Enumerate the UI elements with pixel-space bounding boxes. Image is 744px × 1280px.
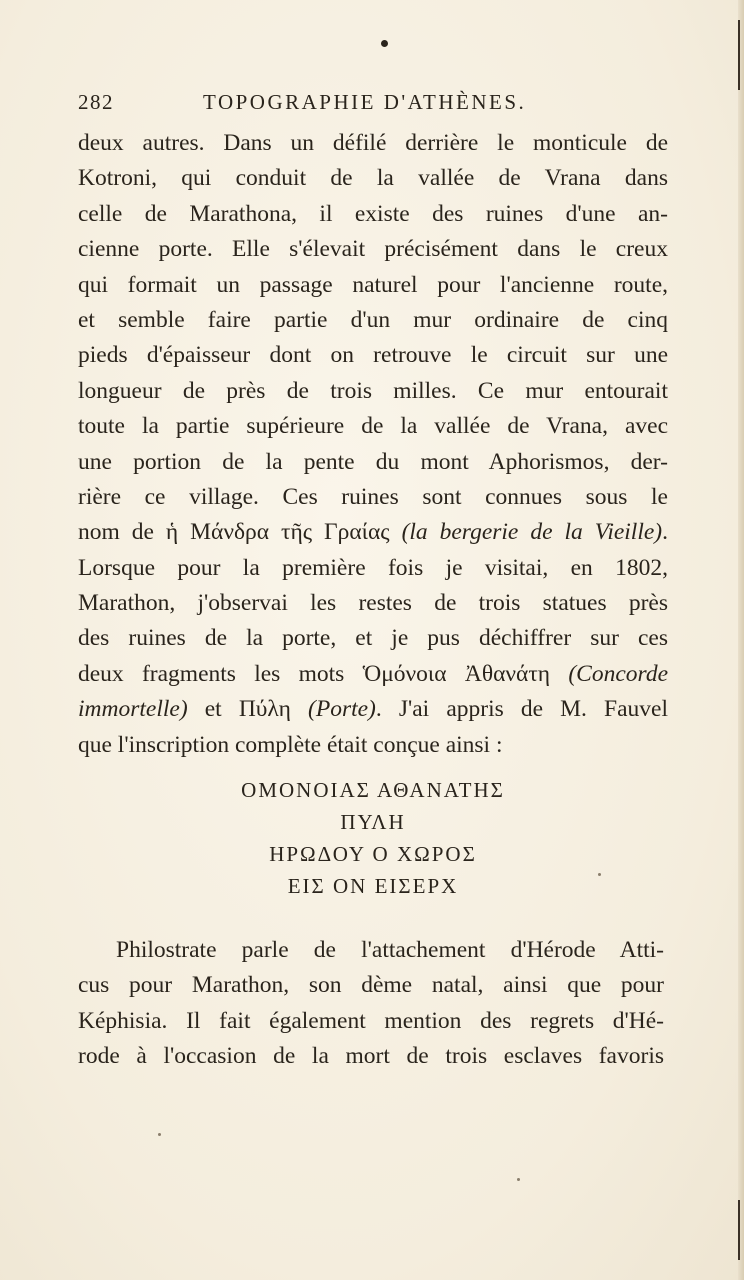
text-run: nom de ἡ Μάνδρα τῆς Γραίας — [78, 519, 402, 546]
running-title: TOPOGRAPHIE D'ATHÈNES. — [203, 90, 527, 114]
text-line: Kotroni, qui conduit de la vallée de Vrana dans — [78, 165, 668, 192]
text-line: des ruines de la porte, et je pus déchiffrer sur ces — [78, 625, 668, 652]
text-run: . — [662, 519, 668, 546]
inscription-line: ΗΡΩΔΟΥ Ο ΧΩΡΟΣ — [269, 842, 477, 866]
text-line: Lorsque pour la première fois je visitai, en 1802, — [78, 554, 668, 581]
ink-dot — [381, 40, 388, 47]
inscription-line: ΕΙΣ ΟΝ ΕΙΣΕΡΧ — [287, 874, 459, 898]
text-run: . J'ai appris de M. Fauvel — [375, 696, 668, 723]
paper-speck — [517, 1178, 520, 1181]
text-line: rode à l'occasion de la mort de trois esclaves favoris — [78, 1043, 664, 1070]
second-paragraph — [78, 933, 664, 1075]
text-line: deux autres. Dans un défilé derrière le monticule de — [78, 130, 668, 156]
main-paragraph — [78, 126, 668, 763]
text-line — [78, 692, 668, 727]
page-edge-mark — [738, 20, 740, 90]
text-line: et semble faire partie d'un mur ordinaire de cinq — [78, 306, 668, 333]
text-line — [78, 657, 668, 692]
text-run: et Πύλη — [187, 696, 309, 723]
text-line: Képhisia. Il fait également mention des regrets d'Hé- — [78, 1007, 664, 1034]
text-line — [78, 515, 668, 550]
text-run: deux fragments les mots Ὁμόνοια Ἀθανάτη — [78, 660, 569, 687]
page-number: 282 — [78, 90, 114, 114]
text-line: que l'inscription complète était conçue ainsi : — [78, 731, 503, 758]
inscription-line: ΠΥΛΗ — [340, 810, 406, 834]
paper-speck — [158, 1133, 161, 1136]
text-line: toute la partie supérieure de la vallée de Vrana, avec — [78, 413, 668, 440]
text-line: pieds d'épaisseur dont on retrouve le circuit sur une — [78, 342, 668, 369]
italic-gloss: (Concorde — [568, 660, 668, 687]
page-edge — [738, 0, 744, 1280]
running-header — [78, 90, 668, 120]
greek-inscription — [78, 774, 668, 902]
inscription-line: ΟΜΟΝΟΙΑΣ ΑΘΑΝΑΤΗΣ — [241, 778, 505, 802]
text-line: Philostrate parle de l'attachement d'Hérode Atti- — [116, 937, 664, 963]
text-line: une portion de la pente du mont Aphorismos, der- — [78, 448, 668, 475]
italic-gloss: immortelle) — [78, 696, 188, 723]
italic-gloss: (Porte) — [308, 696, 376, 723]
text-line: cus pour Marathon, son dème natal, ainsi que pour — [78, 972, 664, 999]
text-line: rière ce village. Ces ruines sont connues sous le — [78, 483, 668, 510]
text-line: cienne porte. Elle s'élevait précisément dans le creux — [78, 236, 668, 263]
text-line: celle de Marathona, il existe des ruines d'une an- — [78, 200, 668, 227]
italic-gloss: (la bergerie de la Vieille) — [401, 519, 663, 546]
text-line: Marathon, j'observai les restes de trois statues près — [78, 590, 668, 617]
text-line: longueur de près de trois milles. Ce mur entourait — [78, 377, 668, 404]
page-edge-mark — [738, 1200, 740, 1260]
text-line: qui formait un passage naturel pour l'ancienne route, — [78, 271, 668, 298]
